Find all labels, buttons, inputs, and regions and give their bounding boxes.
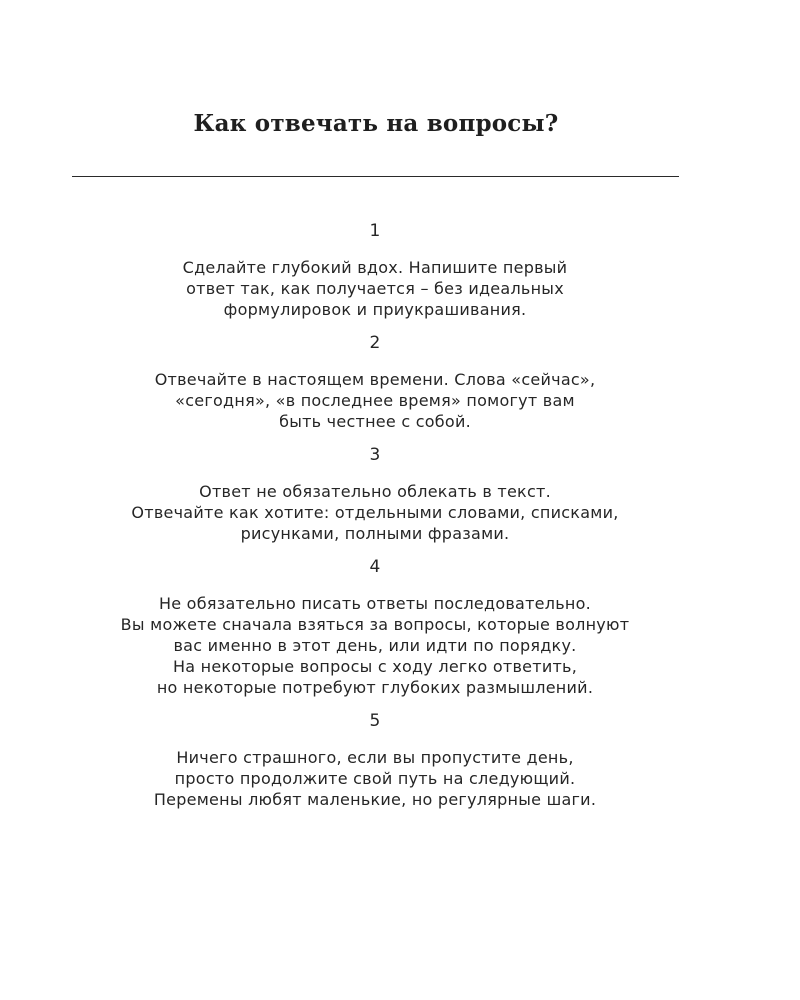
tip-item	[40, 333, 710, 432]
tip-line: «сегодня», «в последнее время» помогут вам	[175, 391, 575, 410]
tip-line: ответ так, как получается – без идеальных	[186, 279, 564, 298]
page-title: Как отвечать на вопросы?	[193, 110, 559, 137]
tip-item	[40, 557, 710, 698]
tip-item	[40, 221, 710, 320]
tip-number: 3	[369, 445, 381, 465]
tip-line: Сделайте глубокий вдох. Напишите первый	[182, 258, 568, 277]
tip-number: 1	[369, 221, 381, 241]
tip-line: На некоторые вопросы с ходу легко ответить,	[172, 657, 578, 676]
tip-line: рисунками, полными фразами.	[240, 524, 510, 543]
tip-line: просто продолжите свой путь на следующий.	[174, 769, 576, 788]
tip-line: Вы можете сначала взяться за вопросы, которые волнуют	[120, 615, 630, 634]
tip-line: быть честнее с собой.	[279, 412, 471, 431]
tip-line: Отвечайте как хотите: отдельными словами, списками,	[131, 503, 619, 522]
tip-line: формулировок и приукрашивания.	[223, 300, 527, 319]
tip-item	[40, 711, 710, 810]
tip-line: Ответ не обязательно облекать в текст.	[199, 482, 551, 501]
tip-line: но некоторые потребуют глубоких размышлений.	[156, 678, 594, 697]
tip-line: Перемены любят маленькие, но регулярные шаги.	[153, 790, 597, 809]
tip-item	[40, 445, 710, 544]
tip-line: Отвечайте в настоящем времени. Слова «сейчас»,	[154, 370, 596, 389]
tip-number: 4	[369, 557, 381, 577]
tip-number: 2	[369, 333, 381, 353]
tip-line: вас именно в этот день, или идти по порядку.	[173, 636, 577, 655]
title-divider	[72, 176, 679, 177]
tip-line: Не обязательно писать ответы последовательно.	[158, 594, 592, 613]
tip-number: 5	[369, 711, 381, 731]
tips-list	[40, 221, 710, 823]
tip-line: Ничего страшного, если вы пропустите день,	[176, 748, 574, 767]
